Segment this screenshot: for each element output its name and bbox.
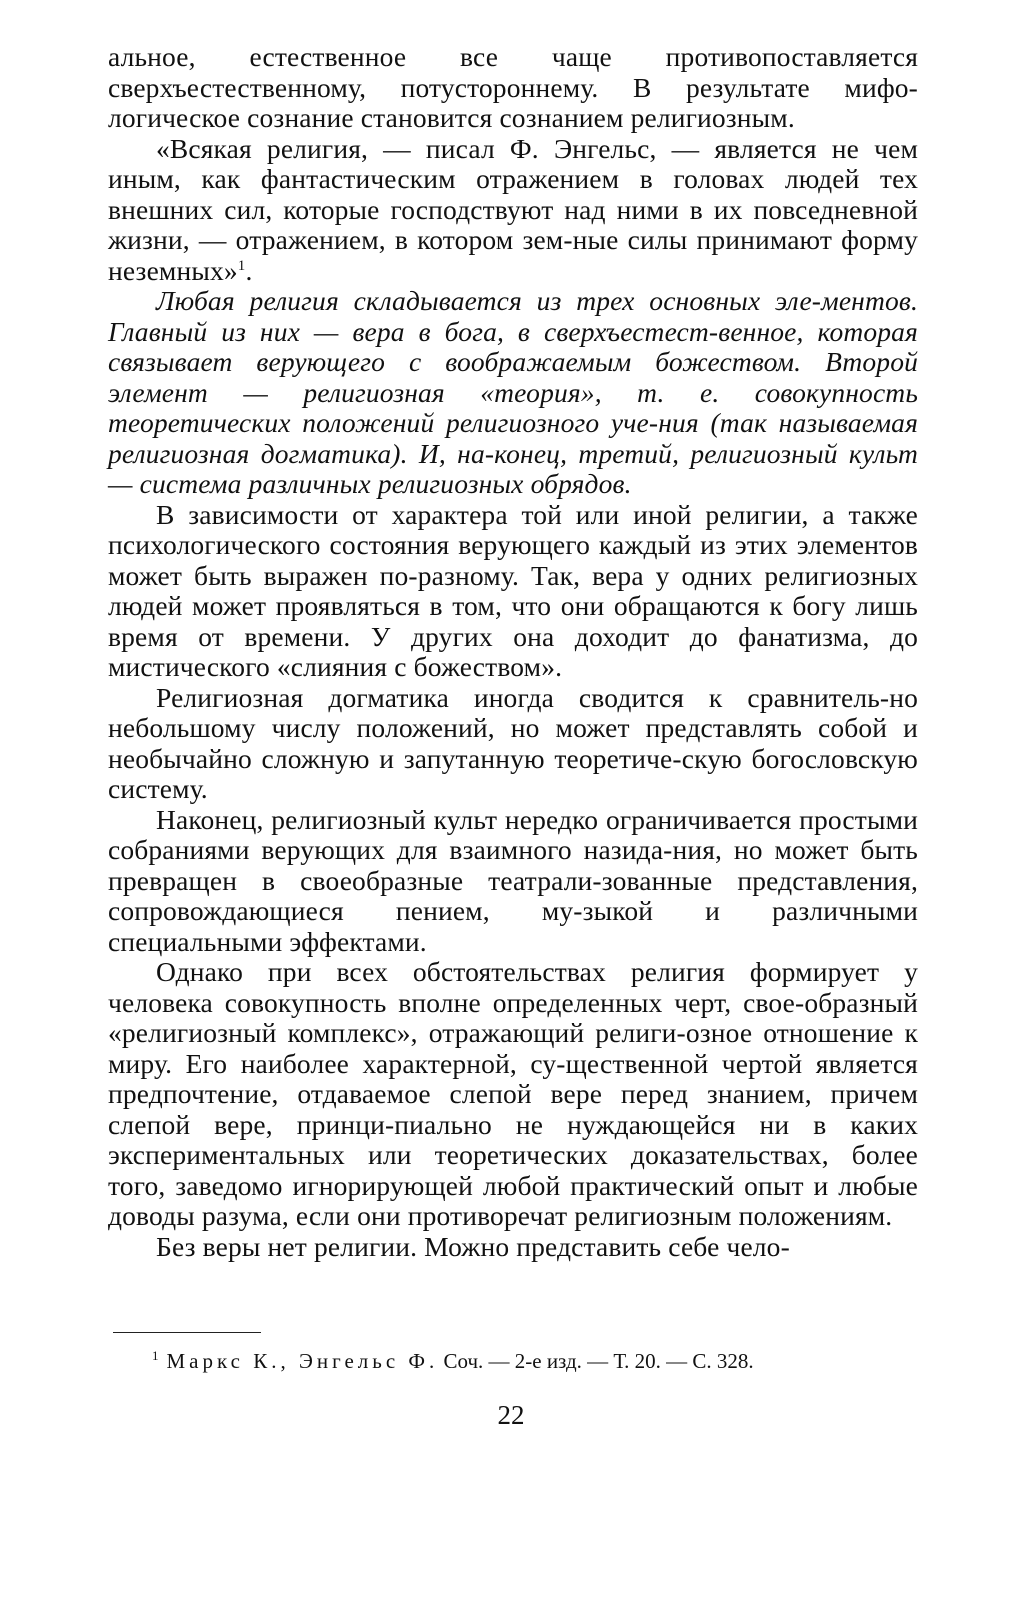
paragraph [108,286,918,500]
paragraph [108,500,918,683]
page-number: 22 [497,1400,525,1430]
text-line: Наконец, религиозный культ нередко ограничивается [156,803,792,835]
text-line: слепой вере перед знанием, причем слепой вере, принци- [108,1078,918,1140]
paragraph [108,957,918,1232]
text-line: Любая религия складывается из трех основных эле- [156,285,822,316]
text-line: Однако при всех обстоятельствах религия формирует [156,956,880,987]
footnote-mark: 1 [152,1348,159,1363]
text-line: ния (так называемая религиозная догматика). И, на- [108,407,918,469]
text-line: а также психологического состояния верующего каждый [108,498,918,560]
paragraph [108,42,918,134]
text-line: в их повседневной жизни, — отражением, в котором зем- [108,193,918,255]
text-line: щественной чертой является предпочтение, отдаваемое [108,1047,918,1109]
paragraph [108,805,918,958]
text-line: Без веры нет религии. Можно представить себе чело- [156,1230,790,1262]
text-line: скую богословскую систему. [108,742,918,804]
text-line: зованные представления, сопровождающиеся пением, му- [108,864,918,926]
main-text [108,42,918,1262]
text-line: собой и необычайно сложную и запутанную теоретиче- [108,712,919,774]
footnote [152,1343,922,1374]
footnote-authors: Маркс К., Энгельс Ф. [166,1349,439,1373]
text-line: ментов. Главный из них — вера в бога, в сверхъестест- [108,285,918,347]
text-line: зыкой и различными специальными эффектами. [108,895,919,957]
text-line: том, что они обращаются к богу лишь время от времени. [108,590,918,652]
text-line: ния, но может быть превращен в своеобразные театрали- [108,834,918,896]
text-line: религиозных обрядов. [377,468,632,499]
text-line: совокупность теоретических положений религиозного уче- [108,376,918,438]
text-line: у человека совокупность вполне определенных черт, свое- [108,956,918,1018]
text-line: Религиозная догматика иногда сводится к сравнитель- [156,681,890,713]
footnote-citation: Соч. — 2-е изд. — Т. 20. — С. 328. [443,1349,754,1373]
text-line: «слияния с божеством». [276,651,563,682]
text-line: альное, естественное все чаще противопоставляется [108,41,918,72]
text-line: «Всякая религия, — писал Ф. Энгельс, — является не [156,132,859,164]
footnote-separator [113,1332,261,1333]
text-line: разума, если они противоречат религиозным положениям. [201,1200,893,1231]
paragraph [108,683,918,805]
text-line: божеством. Второй элемент — религиозная «теория», т. е. [108,346,919,408]
text-line: простыми собраниями верующих для взаимного назида- [108,803,918,865]
text-line: образный «религиозный комплекс», отражающий религи- [108,986,918,1048]
paragraph [108,1232,918,1263]
text-line: людей тех внешних сил, которые господствуют над ними [108,163,918,225]
text-line: или теоретических доказательствах, более того, заведомо [108,1139,918,1201]
text-line: сверхъестественному, потустороннему. В результате мифо- [108,71,918,103]
text-line: озное отношение к миру. Его наиболее характерной, су- [108,1017,918,1079]
text-line: из этих элементов может быть выражен по-разному. Так, [108,529,918,591]
text-line: конец, третий, религиозный культ — система различных [108,437,918,499]
footnote-reference: 1 [237,257,246,274]
paragraph [108,134,918,287]
text-line: чем иным, как фантастическим отражением в головах [108,132,918,194]
text-line: вера у одних религиозных людей может проявляться в [108,559,918,621]
text-line: пиально не нуждающейся ни в каких экспериментальных [108,1108,919,1170]
text-line: В зависимости от характера той или иной религии, [156,498,809,530]
text-line: ные силы принимают форму неземных» [108,224,918,286]
text-line: У других она доходит до фанатизма, до мистического [108,620,919,682]
text-line: логическое сознание становится сознанием религиозным. [108,102,795,133]
text-line: игнорирующей любой практический опыт и любые доводы [108,1169,918,1231]
text-line: венное, которая связывает верующего с воображаемым [108,315,918,377]
text-line: но небольшому числу положений, но может представлять [108,681,918,743]
punctuation: . [245,254,253,286]
